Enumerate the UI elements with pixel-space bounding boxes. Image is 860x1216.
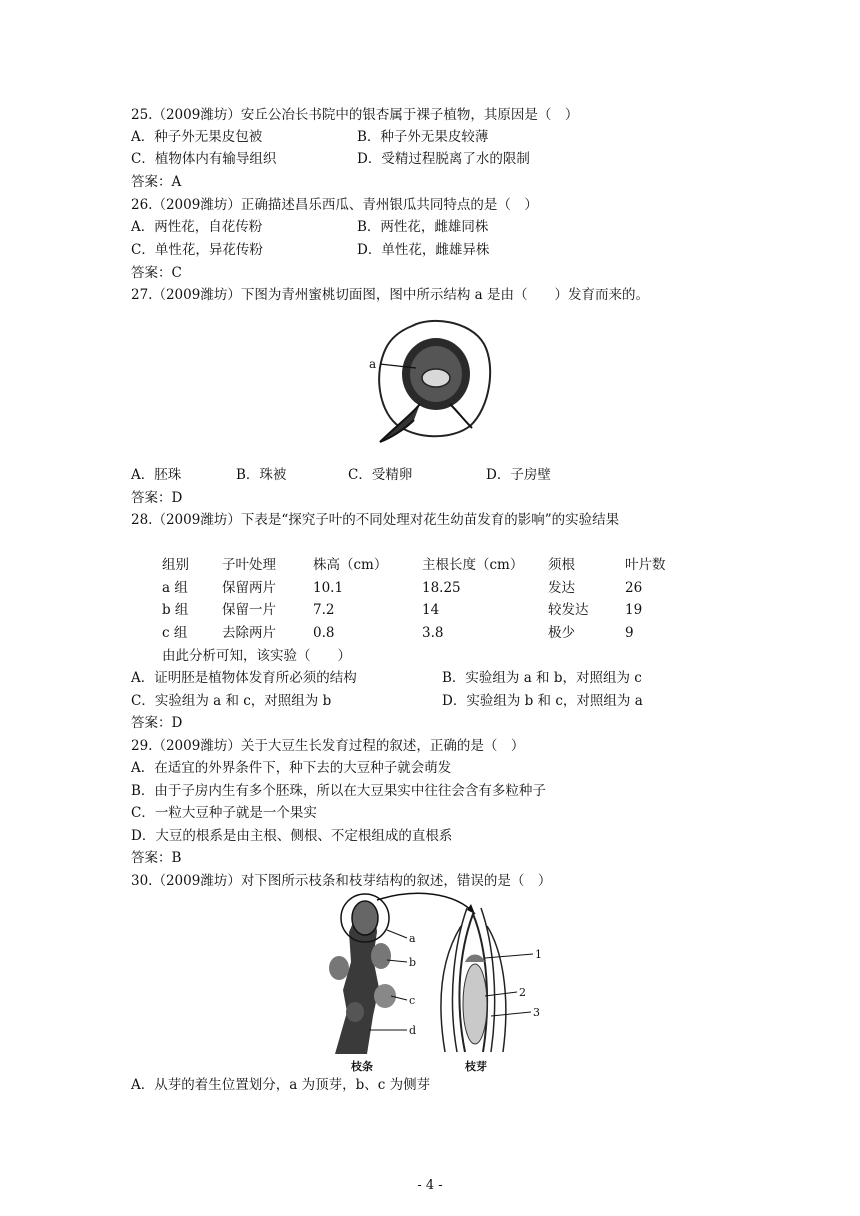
branch-bud-figure [315,892,560,1074]
branch-label-a: a [409,932,416,945]
table-cell: 去除两片 [222,625,276,641]
peach-label-a: a [369,357,377,371]
q28-option-d: D．实验组为 b 和 c，对照组为 a [442,693,643,709]
q28-lead: 由此分析可知，该实验（ ） [162,648,351,664]
table-cell: 保留两片 [222,580,276,596]
table-cell: 7.2 [313,602,335,618]
q29-option-d: D．大豆的根系是由主根、侧根、不定根组成的直根系 [131,828,453,844]
table-cell: 19 [625,602,643,618]
q29-option-b: B．由于子房内生有多个胚珠，所以在大豆果实中往往会含有多粒种子 [131,783,546,799]
q25-stem: 25.（2009潍坊）安丘公冶长书院中的银杏属于裸子植物，其原因是（ ） [131,107,579,123]
q27-answer: 答案：D [131,490,183,506]
table-cell: 0.8 [313,625,335,641]
table-cell: 26 [625,580,643,596]
q25-option-c: C．植物体内有输导组织 [131,151,277,167]
q27-option-c: C．受精卵 [348,467,413,483]
q28-option-a: A．证明胚是植物体发育所必须的结构 [131,670,357,686]
table-cell: a 组 [162,580,188,596]
table-cell: 9 [625,625,634,641]
q26-option-b: B．两性花，雌雄同株 [357,219,489,235]
q25-option-a: A．种子外无果皮包被 [131,129,263,145]
branch-label-c: c [409,994,416,1007]
q26-option-d: D．单性花，雌雄异株 [357,242,490,258]
table-cell: 较发达 [548,602,589,618]
page-number: - 4 - [417,1178,443,1193]
q30-stem: 30.（2009潍坊）对下图所示枝条和枝芽结构的叙述，错误的是（ ） [131,873,552,889]
q27-stem: 27.（2009潍坊）下图为青州蜜桃切面图，图中所示结构 a 是由（ ）发育而来的。 [131,287,649,303]
bud-caption: 枝芽 [465,1060,487,1073]
q29-stem: 29.（2009潍坊）关于大豆生长发育过程的叙述，正确的是（ ） [131,738,525,754]
bud-label-2: 2 [519,986,526,999]
q29-option-c: C．一粒大豆种子就是一个果实 [131,805,317,821]
q30-option-a: A．从芽的着生位置划分，a 为顶芽，b、c 为侧芽 [131,1077,431,1093]
branch-caption: 枝条 [351,1060,373,1073]
table-header-cell: 株高（cm） [313,557,388,573]
table-cell: 14 [422,602,440,618]
q29-option-a: A．在适宜的外界条件下，种下去的大豆种子就会萌发 [131,760,452,776]
q27-option-b: B．珠被 [236,467,287,483]
q28-option-c: C．实验组为 a 和 c，对照组为 b [131,693,332,709]
table-header-cell: 叶片数 [625,557,666,573]
q25-option-b: B．种子外无果皮较薄 [357,129,489,145]
q26-answer: 答案：C [131,265,182,281]
bud-label-1: 1 [535,948,542,961]
table-header-cell: 须根 [548,557,575,573]
table-cell: c 组 [162,625,188,641]
q26-stem: 26.（2009潍坊）正确描述昌乐西瓜、青州银瓜共同特点的是（ ） [131,197,538,213]
table-cell: 3.8 [422,625,444,641]
table-header-cell: 子叶处理 [222,557,276,573]
table-cell: b 组 [162,602,189,618]
q26-option-a: A．两性花，自花传粉 [131,219,263,235]
bud-label-3: 3 [533,1006,540,1019]
branch-label-d: d [409,1024,417,1037]
q28-stem: 28.（2009潍坊）下表是“探究子叶的不同处理对花生幼苗发育的影响”的实验结果 [131,512,620,528]
table-cell: 发达 [548,580,575,596]
table-header-cell: 组别 [162,557,189,573]
q28-option-b: B．实验组为 a 和 b，对照组为 c [442,670,642,686]
q28-answer: 答案：D [131,715,183,731]
peach-section-figure [360,316,500,450]
table-cell: 18.25 [422,580,461,596]
table-cell: 极少 [548,625,575,641]
q27-option-d: D．子房壁 [486,467,551,483]
q25-answer: 答案：A [131,174,182,190]
branch-label-b: b [409,956,417,969]
q26-option-c: C．单性花，异花传粉 [131,242,263,258]
table-cell: 10.1 [313,580,344,596]
table-cell: 保留一片 [222,602,276,618]
q29-answer: 答案：B [131,850,182,866]
q27-option-a: A．胚珠 [131,467,182,483]
table-header-cell: 主根长度（cm） [422,557,524,573]
q25-option-d: D．受精过程脱离了水的限制 [357,151,530,167]
